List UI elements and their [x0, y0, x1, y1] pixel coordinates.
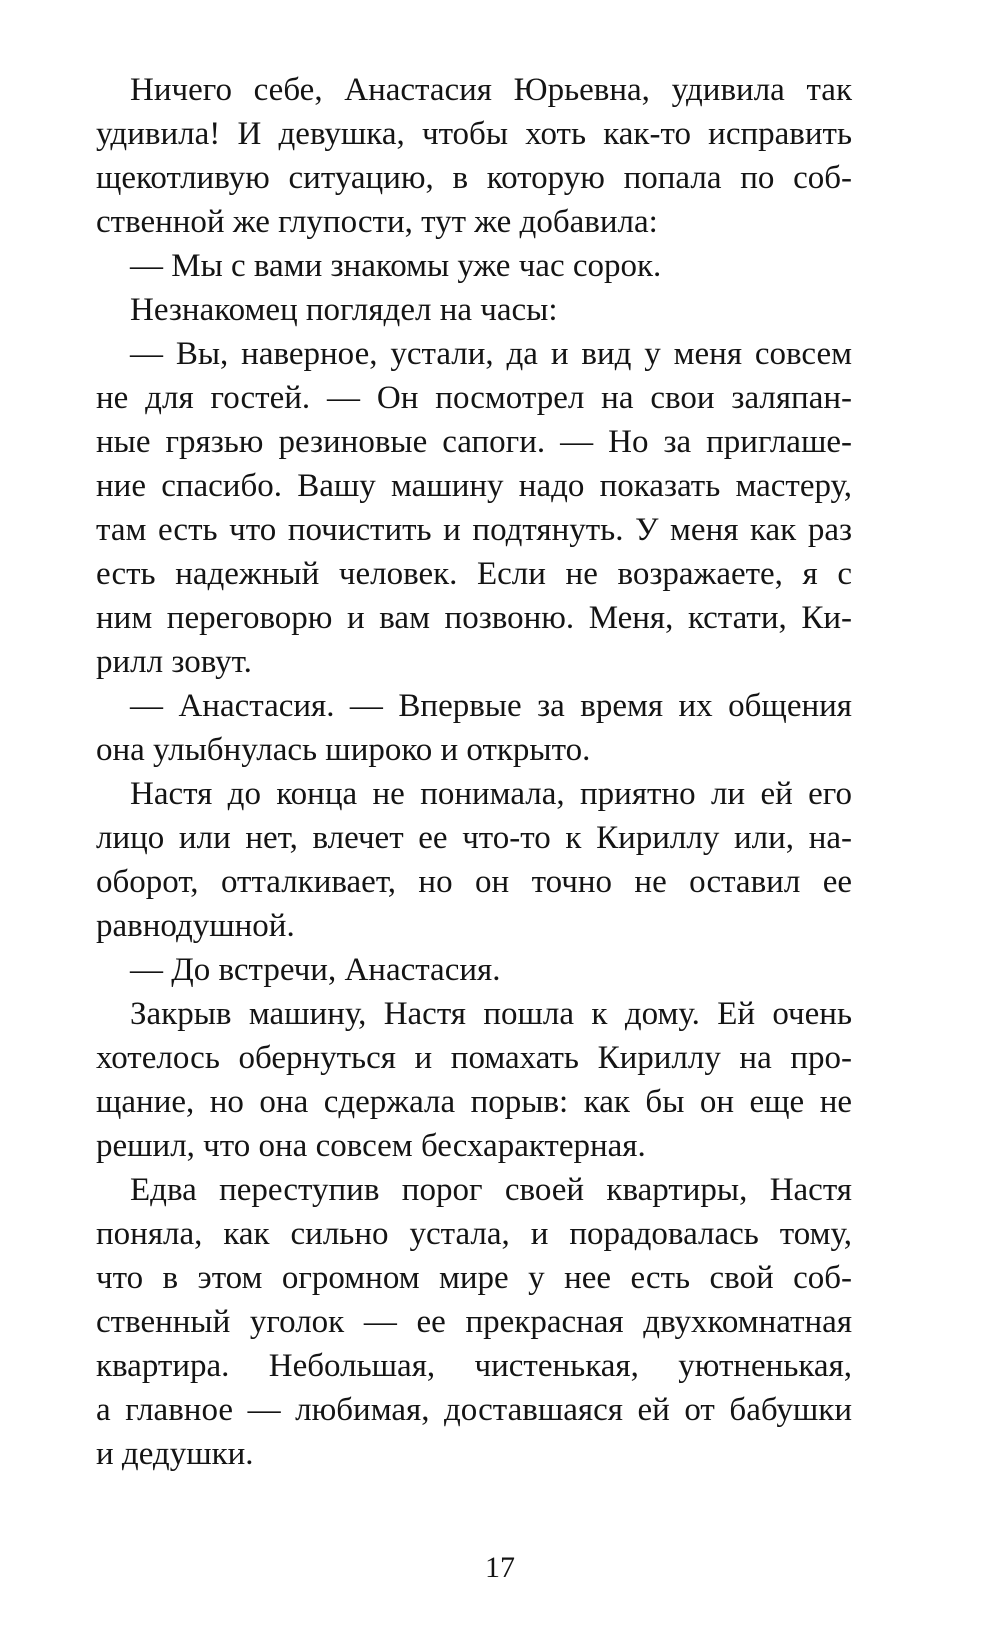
text-line: хотелось обернуться и помахать Кириллу на про-	[96, 1040, 852, 1076]
text-line: решил, что она совсем бесхарактерная.	[96, 1128, 646, 1164]
text-line: — Вы, наверное, устали, да и вид у меня совсем	[130, 336, 852, 372]
text-line: — Мы с вами знакомы уже час сорок.	[130, 248, 662, 284]
text-line: рилл зовут.	[96, 644, 252, 680]
body-text	[96, 68, 852, 1476]
text-line: она улыбнулась широко и открыто.	[96, 732, 591, 768]
text-line: что в этом огромном мире у нее есть свой соб-	[96, 1260, 852, 1296]
text-line: ним переговорю и вам позвоню. Меня, кстати, Ки-	[96, 600, 852, 636]
text-line: щекотливую ситуацию, в которую попала по соб-	[96, 160, 852, 196]
text-line: ственной же глупости, тут же добавила:	[96, 204, 658, 240]
text-line: есть надежный человек. Если не возражаете, я с	[96, 556, 852, 592]
text-line: Ничего себе, Анастасия Юрьевна, удивила так	[130, 72, 852, 108]
text-line: ние спасибо. Вашу машину надо показать мастеру,	[96, 468, 852, 504]
text-line: и дедушки.	[96, 1436, 254, 1472]
text-line: удивила! И девушка, чтобы хоть как-то исправить	[96, 116, 852, 152]
text-line: поняла, как сильно устала, и порадовалась тому,	[96, 1216, 852, 1252]
text-line: квартира. Небольшая, чистенькая, уютненькая,	[96, 1348, 852, 1384]
text-line: Закрыв машину, Настя пошла к дому. Ей очень	[130, 996, 852, 1032]
text-line: ные грязью резиновые сапоги. — Но за приглаше-	[96, 424, 852, 460]
text-line: лицо или нет, влечет ее что-то к Кириллу или, на-	[96, 820, 852, 856]
text-line: Настя до конца не понимала, приятно ли ей его	[130, 776, 852, 812]
text-line: ственный уголок — ее прекрасная двухкомнатная	[96, 1304, 852, 1340]
text-line: Незнакомец поглядел на часы:	[130, 292, 558, 328]
text-line: щание, но она сдержала порыв: как бы он еще не	[96, 1084, 852, 1120]
text-line: Едва переступив порог своей квартиры, Настя	[130, 1172, 852, 1208]
text-line: — До встречи, Анастасия.	[130, 952, 501, 988]
text-line: — Анастасия. — Впервые за время их общения	[130, 688, 852, 724]
text-line: равнодушной.	[96, 908, 295, 944]
text-line: там есть что почистить и подтянуть. У меня как раз	[96, 512, 852, 548]
text-line: не для гостей. — Он посмотрел на свои заляпан-	[96, 380, 852, 416]
text-line: оборот, отталкивает, но он точно не оставил ее	[96, 864, 852, 900]
text-line: а главное — любимая, доставшаяся ей от бабушки	[96, 1392, 852, 1428]
page-number: 17	[485, 1551, 515, 1584]
